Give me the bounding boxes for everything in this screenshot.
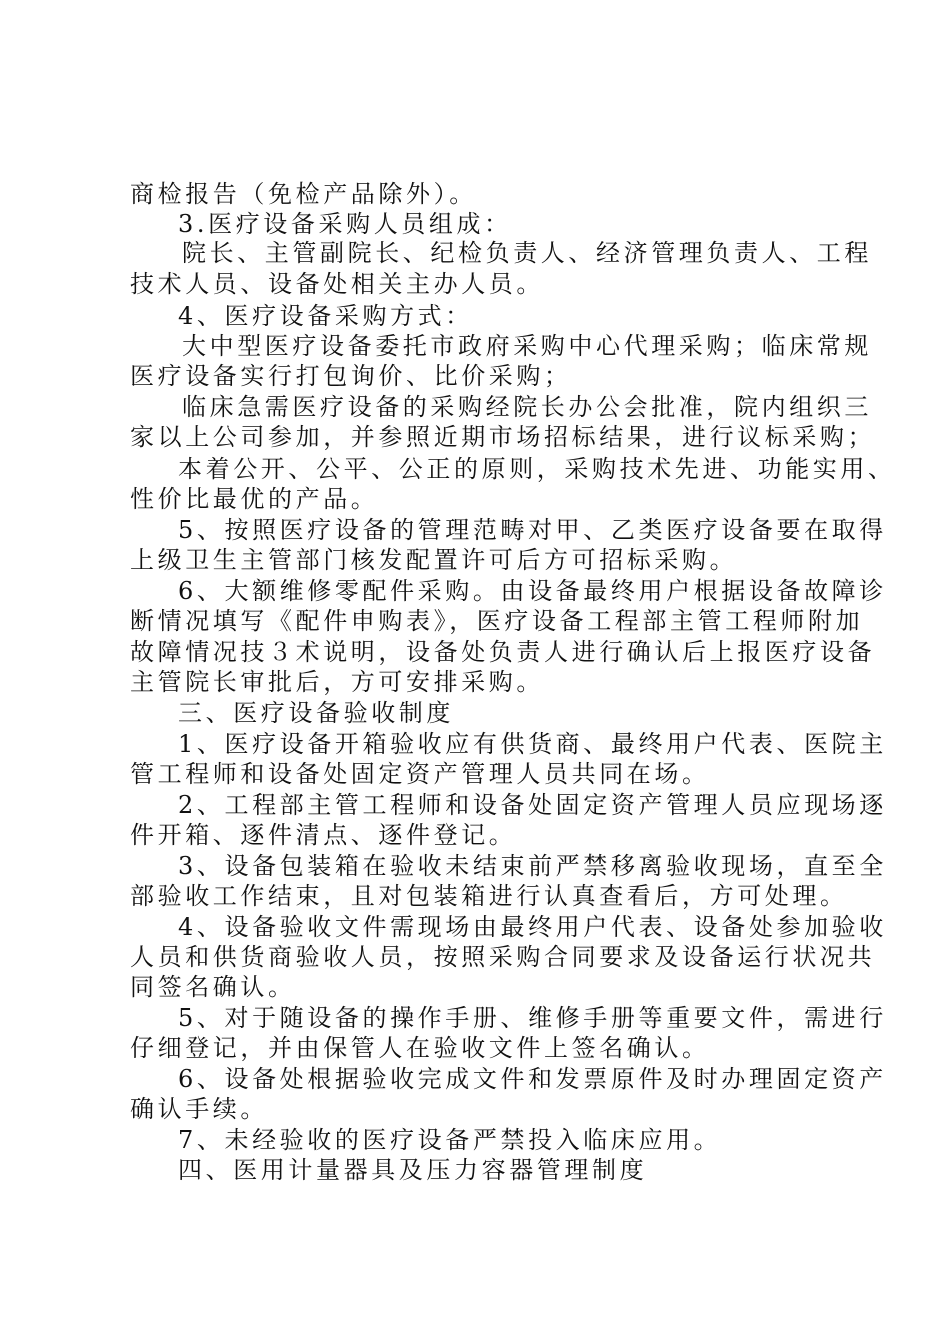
section-heading: 四、医用计量器具及压力容器管理制度 xyxy=(178,1156,648,1184)
text-line: 仔细登记，并由保管人在验收文件上签名确认。 xyxy=(130,1034,710,1062)
text-line: 6、大额维修零配件采购。由设备最终用户根据设备故障诊 xyxy=(178,577,887,605)
text-line: 院长、主管副院长、纪检负责人、经济管理负责人、工程 xyxy=(182,239,872,267)
text-line: 6、设备处根据验收完成文件和发票原件及时办理固定资产 xyxy=(178,1065,887,1093)
text-line: 断情况填写《配件申购表》，医疗设备工程部主管工程师附加 xyxy=(130,607,864,635)
text-line: 2、工程部主管工程师和设备处固定资产管理人员应现场逐 xyxy=(178,791,887,819)
text-line: 确认手续。 xyxy=(130,1095,268,1123)
text-line: 4、医疗设备采购方式： xyxy=(178,302,473,330)
text-line: 医疗设备实行打包询价、比价采购； xyxy=(130,362,572,390)
text-line: 5、按照医疗设备的管理范畴对甲、乙类医疗设备要在取得 xyxy=(178,516,887,544)
text-line: 商检报告（免检产品除外）。 xyxy=(130,180,477,208)
text-line: 本着公开、公平、公正的原则，采购技术先进、功能实用、 xyxy=(178,455,896,483)
text-line: 3、设备包装箱在验收未结束前严禁移离验收现场，直至全 xyxy=(178,852,887,880)
text-line: 5、对于随设备的操作手册、维修手册等重要文件，需进行 xyxy=(178,1004,887,1032)
text-line: 1、医疗设备开箱验收应有供货商、最终用户代表、医院主 xyxy=(178,730,887,758)
text-line: 大中型医疗设备委托市政府采购中心代理采购；临床常规 xyxy=(182,332,872,360)
text-line: 管工程师和设备处固定资产管理人员共同在场。 xyxy=(130,760,710,788)
text-line: 临床急需医疗设备的采购经院长办公会批准，院内组织三 xyxy=(182,393,872,421)
text-line: 性价比最优的产品。 xyxy=(130,485,379,513)
section-heading: 三、医疗设备验收制度 xyxy=(178,699,454,727)
text-line: 上级卫生主管部门核发配置许可后方可招标采购。 xyxy=(130,546,738,574)
text-line: 7、未经验收的医疗设备严禁投入临床应用。 xyxy=(178,1126,722,1154)
text-line: 4、设备验收文件需现场由最终用户代表、设备处参加验收 xyxy=(178,913,887,941)
text-line: 人员和供货商验收人员，按照采购合同要求及设备运行状况共 xyxy=(130,943,876,971)
text-line: 同签名确认。 xyxy=(130,973,296,1001)
text-line: 3.医疗设备采购人员组成： xyxy=(178,210,512,238)
text-line: 件开箱、逐件清点、逐件登记。 xyxy=(130,821,517,849)
text-line: 家以上公司参加，并参照近期市场招标结果，进行议标采购； xyxy=(130,423,876,451)
text-line: 故障情况技３术说明，设备处负责人进行确认后上报医疗设备 xyxy=(130,638,876,666)
text-line: 技术人员、设备处相关主办人员。 xyxy=(130,270,544,298)
text-line: 部验收工作结束，且对包装箱进行认真查看后，方可处理。 xyxy=(130,882,848,910)
text-line: 主管院长审批后，方可安排采购。 xyxy=(130,668,544,696)
